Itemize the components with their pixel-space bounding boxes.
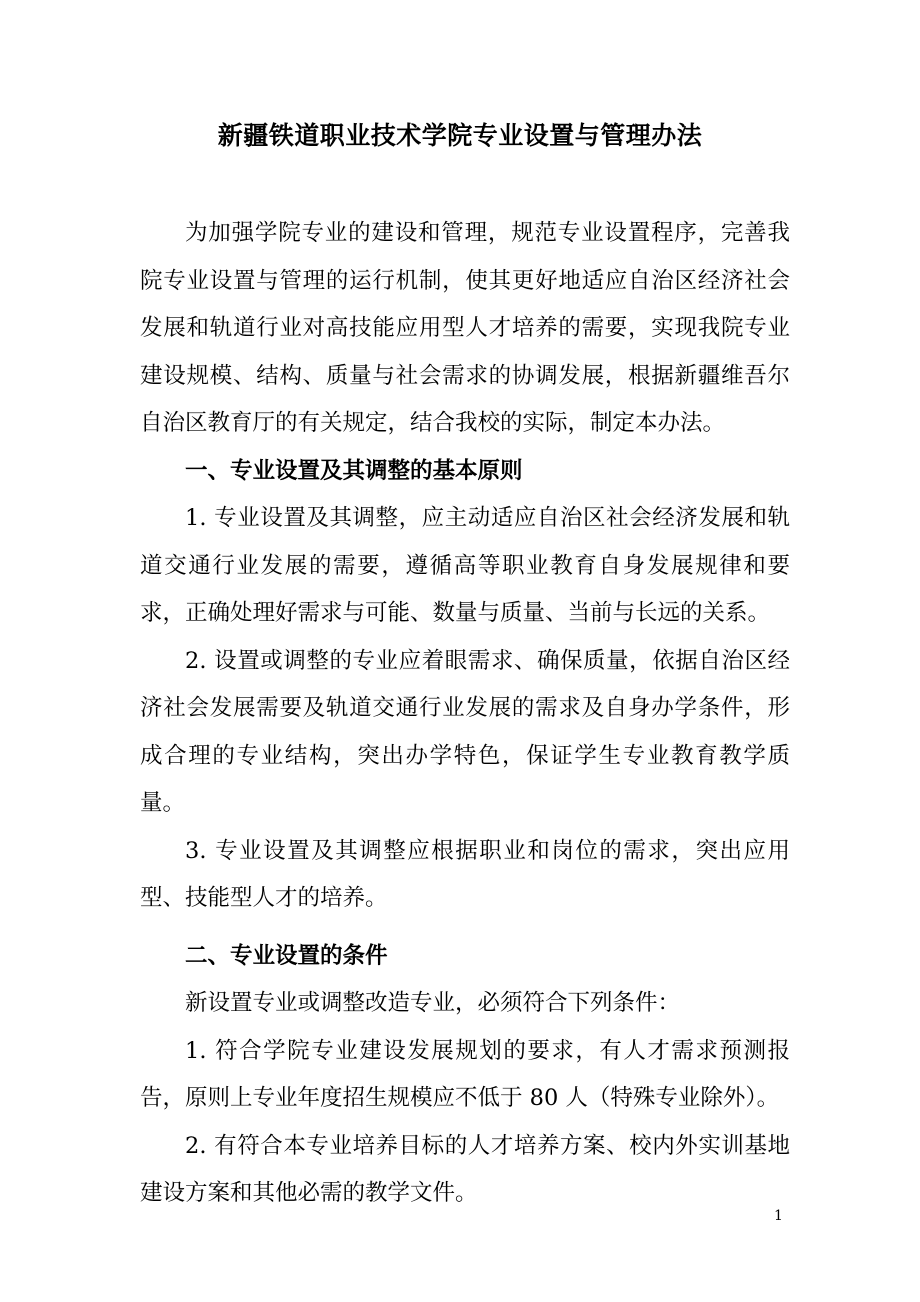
section-1-item-3: 3. 专业设置及其调整应根据职业和岗位的需求，突出应用型、技能型人才的培养。 xyxy=(140,837,790,911)
section-1-item-2: 2. 设置或调整的专业应着眼需求、确保质量，依据自治区经济社会发展需要及轨道交通行业发展的需求及自身办学条件，形成合理的专业结构，突出办学特色，保证学生专业教育教学质量。 xyxy=(140,647,790,816)
section-2-item-2: 2. 有符合本专业培养目标的人才培养方案、校内外实训基地建设方案和其他必需的教学文件。 xyxy=(140,1132,790,1206)
page-number: 1 xyxy=(774,1208,783,1224)
section-2-heading: 二、专业设置的条件 xyxy=(185,942,388,969)
intro-paragraph: 为加强学院专业的建设和管理，规范专业设置程序，完善我院专业设置与管理的运行机制，使其更好地适应自治区经济社会发展和轨道行业对高技能应用型人才培养的需要，实现我院专业建设规模、结构、质量与社会需求的协调发展，根据新疆维吾尔自治区教育厅的有关规定，结合我校的实际，制定本办法。 xyxy=(140,220,790,436)
document-body xyxy=(140,210,790,1218)
section-1-item-1: 1. 专业设置及其调整，应主动适应自治区社会经济发展和轨道交通行业发展的需要，遵循高等职业教育自身发展规律和要求，正确处理好需求与可能、数量与质量、当前与长远的关系。 xyxy=(140,505,790,626)
section-1-heading: 一、专业设置及其调整的基本原则 xyxy=(185,457,523,484)
section-2-intro: 新设置专业或调整改造专业，必须符合下列条件： xyxy=(185,990,681,1016)
section-2-item-1: 1. 符合学院专业建设发展规划的要求，有人才需求预测报告，原则上专业年度招生规模应不低于 80 人（特殊专业除外）。 xyxy=(140,1037,790,1111)
document-title: 新疆铁道职业技术学院专业设置与管理办法 xyxy=(217,121,703,150)
